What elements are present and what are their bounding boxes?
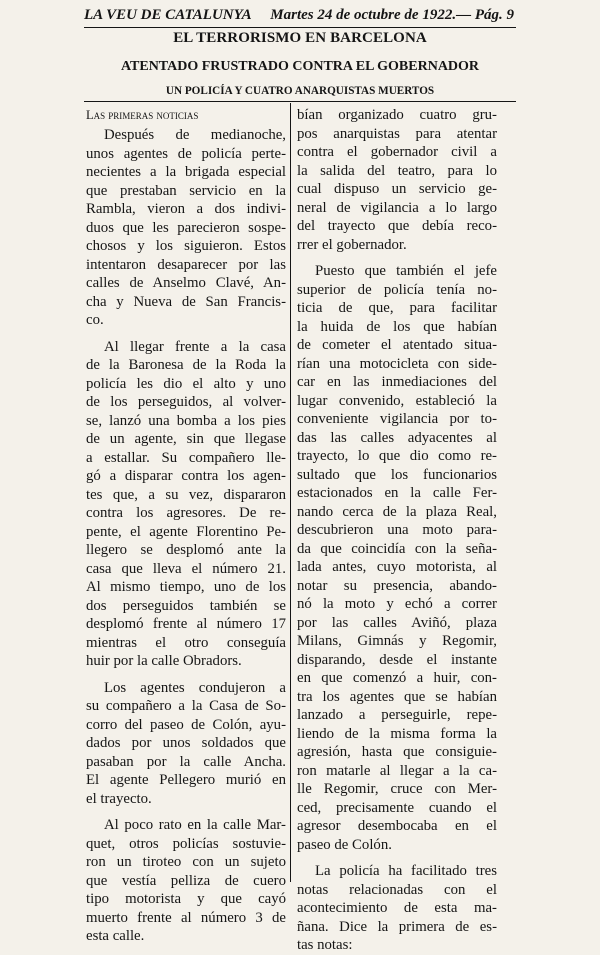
text-line: en que comenzó a huir, con- <box>297 670 497 686</box>
text-line: da que coincidía con la seña- <box>297 540 497 557</box>
text-line: tipo motorista y que cayó <box>86 891 286 907</box>
article-paragraph <box>297 262 497 854</box>
left-column <box>86 106 286 946</box>
text-line: que prestaban servicio en la <box>86 182 286 199</box>
text-line: neral de vigilancia a lo largo <box>297 199 497 216</box>
text-line: dados por unos soldados que <box>86 735 286 751</box>
article-paragraph <box>86 338 286 671</box>
article-paragraph <box>86 126 286 330</box>
text-line: Puesto que también el jefe <box>315 263 497 279</box>
text-line: ron un tiroteo con un sujeto <box>86 854 286 870</box>
text-line: das las calles adyacentes al <box>297 429 497 446</box>
text-line: unos agentes de policía perte- <box>86 145 286 162</box>
text-line: lanzado a perseguirle, repe- <box>297 707 497 723</box>
text-line: lada antes, cuyo motorista, al <box>297 559 497 575</box>
text-line: nó la moto y echó a correr <box>297 596 497 612</box>
masthead <box>84 6 514 28</box>
text-line: bían organizado cuatro gru- <box>297 107 497 123</box>
text-line: de la Baronesa de la Roda la <box>86 357 286 373</box>
text-line: acontecimiento de esta ma- <box>297 900 497 916</box>
text-line: notar su presencia, abando- <box>297 577 497 594</box>
text-line: La policía ha facilitado tres <box>315 863 497 879</box>
text-line: Rambla, vieron a dos indivi- <box>86 201 286 217</box>
masthead-rule <box>84 27 516 28</box>
text-line: calles de Anselmo Clavé, An- <box>86 275 286 291</box>
text-line: Al llegar frente a la casa <box>104 338 286 355</box>
newspaper-name: LA VEU DE CATALUNYA <box>84 7 252 23</box>
text-line: ron matarle al llegar a la ca- <box>297 762 497 779</box>
text-line: llegero se desplomó ante la <box>86 542 286 558</box>
text-line: co. <box>86 312 104 328</box>
text-line: mientras el otro conseguía <box>86 634 286 651</box>
text-line: rían una motocicleta con side- <box>297 355 497 372</box>
text-line: liendo de la misma forma la <box>297 725 497 742</box>
article-paragraph <box>86 679 286 809</box>
text-line: nando cerca de la plaza Real, <box>297 503 497 520</box>
dateline: Martes 24 de octubre de 1922.— Pág. 9 <box>270 7 514 23</box>
text-line: a estallar. Su compañero lle- <box>86 449 286 466</box>
text-line: paseo de Colón. <box>297 836 392 853</box>
text-line: Los agentes condujeron a <box>104 679 286 696</box>
text-line: desplomó frente al número 17 <box>86 616 286 632</box>
article-paragraph <box>297 106 497 254</box>
text-line: agresión, hasta que consiguie- <box>297 744 497 760</box>
text-line: contra el gobernador civil a <box>297 144 497 160</box>
text-line: disparando, desde el instante <box>297 651 497 668</box>
left-column-body <box>86 126 286 946</box>
text-line: El agente Pellegero murió en <box>86 772 286 788</box>
text-line: pasaban por la calle Ancha. <box>86 753 286 770</box>
text-line: de un agente, sin que llegase <box>86 431 286 447</box>
text-line: Al poco rato en la calle Mar- <box>104 817 286 833</box>
text-line: descubrieron una moto para- <box>297 522 497 538</box>
column-divider <box>290 103 291 882</box>
text-line: del trayecto que debía reco- <box>297 218 497 234</box>
text-line: su compañero a la Casa de So- <box>86 698 286 714</box>
text-line: tes que, a su vez, dispararon <box>86 486 286 503</box>
text-line: chosos y los siguieron. Estos <box>86 238 286 254</box>
text-line: pente, el agente Florentino Pe- <box>86 523 286 540</box>
text-line: cha y Nueva de San Francis- <box>86 293 286 310</box>
text-line: dos perseguidos también se <box>86 597 286 614</box>
text-line: agresor desembocaba en el <box>297 818 497 834</box>
text-line: se, lanzó una bomba a los pies <box>86 412 286 429</box>
text-line: car en las inmediaciones del <box>297 374 497 390</box>
headline-rule <box>84 101 516 102</box>
text-line: huir por la calle Obradors. <box>86 653 242 669</box>
text-line: de cometer el atentado situa- <box>297 337 497 353</box>
text-line: lle Regomir, cruce con Mer- <box>297 781 497 797</box>
text-line: conveniente vigilancia por to- <box>297 411 497 427</box>
text-line: ced, precisamente cuando el <box>297 799 497 816</box>
text-line: quet, otros policías sostuvie- <box>86 835 286 852</box>
text-line: la huida de los que habían <box>297 318 497 335</box>
text-line: el trayecto. <box>86 790 152 807</box>
text-line: Milans, Gimnás y Regomir, <box>297 633 497 649</box>
text-line: casa que lleva el número 21. <box>86 560 286 577</box>
text-line: tra los agentes que se habían <box>297 688 497 705</box>
right-column-body <box>297 106 497 955</box>
text-line: duos que les parecieron sospe- <box>86 219 286 236</box>
text-line: la salida del teatro, para lo <box>297 162 497 179</box>
headline: EL TERRORISMO EN BARCELONA <box>173 30 427 46</box>
text-line: por las calles Aviñó, plaza <box>297 614 497 631</box>
article-paragraph <box>86 816 286 946</box>
deck: UN POLICÍA Y CUATRO ANARQUISTAS MUERTOS <box>165 85 435 97</box>
text-line: que vestía pelliza de cuero <box>86 872 286 889</box>
text-line: superior de policía tenía no- <box>297 281 497 298</box>
section-title: Las primeras noticias <box>86 108 199 122</box>
text-line: pos anarquistas para atentar <box>297 125 497 142</box>
right-column <box>297 106 497 955</box>
text-line: notas relacionadas con el <box>297 881 497 898</box>
text-line: intentaron desaparecer por las <box>86 256 286 273</box>
text-line: gó a disparar contra los agen- <box>86 468 286 484</box>
text-line: necientes a la brigada especial <box>86 164 286 180</box>
text-line: muerto frente al número 3 de <box>86 909 286 926</box>
article-paragraph <box>297 862 497 955</box>
text-line: Al mismo tiempo, uno de los <box>86 579 286 595</box>
text-line: contra los agresores. De re- <box>86 505 286 521</box>
text-line: tas notas: <box>297 937 353 953</box>
text-line: rrer el gobernador. <box>297 236 407 253</box>
text-line: ñana. Dice la primera de es- <box>297 918 497 935</box>
text-line: esta calle. <box>86 928 145 944</box>
text-line: cual dispuso un servicio ge- <box>297 181 497 197</box>
subheadline: ATENTADO FRUSTRADO CONTRA EL GOBERNADOR <box>120 59 480 74</box>
text-line: estacionados en la calle Fer- <box>297 485 497 501</box>
text-line: ticia de que, para facilitar <box>297 300 497 316</box>
text-line: de los perseguidos, al volver- <box>86 394 286 410</box>
text-line: Después de medianoche, <box>104 127 286 143</box>
text-line: lugar convenido, estableció la <box>297 392 497 409</box>
text-line: policía les dio el alto y uno <box>86 375 286 392</box>
text-line: sultado que los funcionarios <box>297 466 497 483</box>
text-line: trayecto, lo que dio como re- <box>297 448 497 464</box>
text-line: corro del paseo de Colón, ayu- <box>86 716 286 733</box>
